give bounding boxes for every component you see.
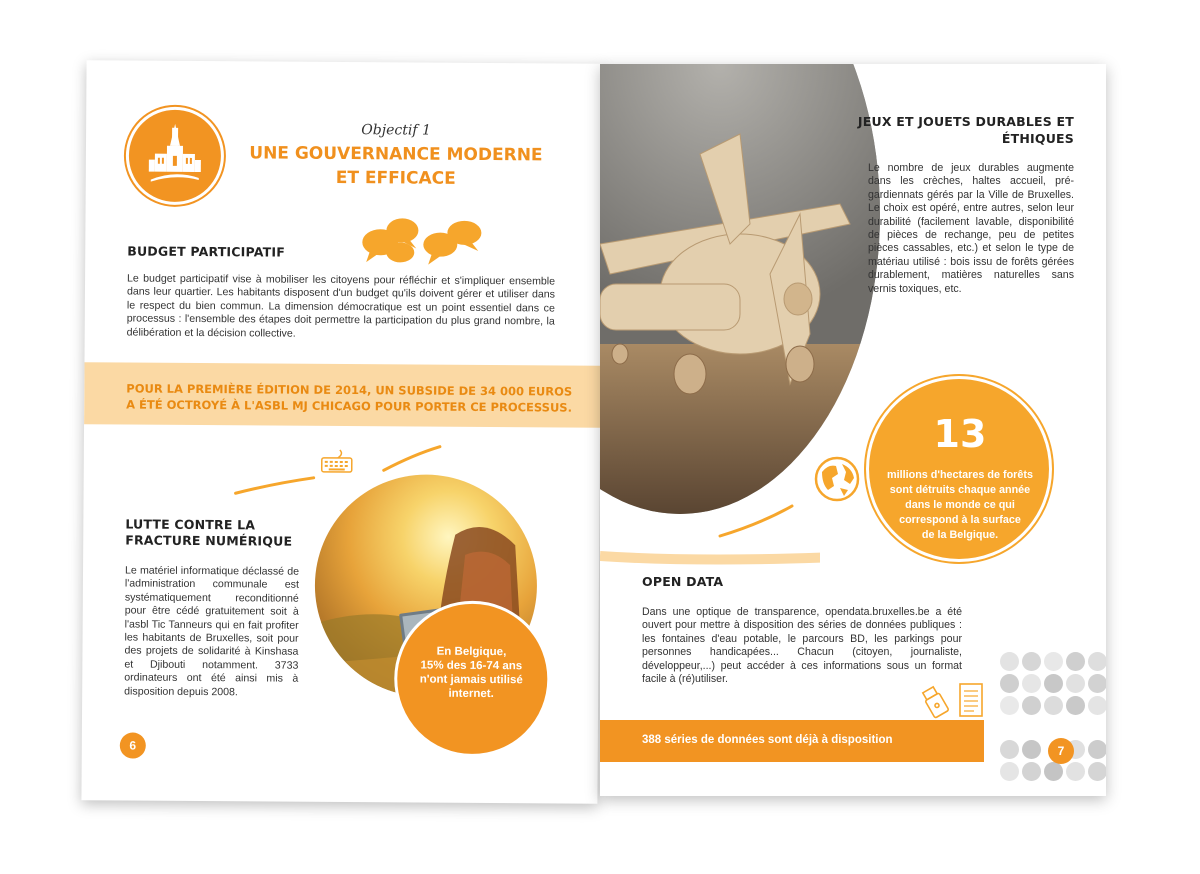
forest-stat-text bbox=[874, 468, 1046, 543]
church-icon bbox=[126, 106, 225, 205]
keyboard-icon bbox=[320, 448, 354, 479]
speech-bubbles-icon bbox=[360, 214, 490, 275]
stat-line4: internet. bbox=[448, 687, 494, 701]
page-number-right: 7 bbox=[1048, 738, 1074, 764]
document-icon bbox=[958, 682, 984, 723]
toys-heading-line1: JEUX ET JOUETS DURABLES ET bbox=[857, 114, 1074, 129]
photo-wooden-airplane bbox=[600, 64, 880, 514]
internet-stat-text bbox=[396, 644, 546, 701]
forest-line2: sont détruits chaque année bbox=[889, 484, 1031, 496]
objective-label: Objectif 1 bbox=[361, 122, 431, 139]
opendata-banner-text: 388 séries de données sont déjà à disposition bbox=[642, 734, 893, 746]
forest-stat-number: 13 bbox=[933, 412, 987, 456]
forest-line3: dans le monde ce qui bbox=[905, 499, 1015, 511]
opendata-heading: OPEN DATA bbox=[642, 574, 724, 589]
usb-key-icon bbox=[918, 684, 952, 725]
decorative-swoosh-right bbox=[600, 484, 820, 574]
highlight-line2: A ÉTÉ OCTROYÉ À L'ASBL MJ CHICAGO POUR PORTER CE PROCESSUS. bbox=[126, 397, 573, 415]
page-title-line2: ET EFFICACE bbox=[335, 167, 456, 189]
fracture-heading-line1: LUTTE CONTRE LA bbox=[125, 516, 256, 533]
left-page bbox=[81, 60, 602, 804]
page-number-left: 6 bbox=[120, 732, 146, 758]
budget-heading: BUDGET PARTICIPATIF bbox=[127, 243, 286, 260]
stat-line1: En Belgique, bbox=[436, 645, 507, 659]
page-title-line1: UNE GOUVERNANCE MODERNE bbox=[249, 143, 543, 166]
toys-heading-line2: ÉTHIQUES bbox=[1001, 131, 1074, 146]
highlight-line1: POUR LA PREMIÈRE ÉDITION DE 2014, UN SUBSIDE DE 34 000 EUROS bbox=[126, 381, 573, 399]
stat-line3: n'ont jamais utilisé bbox=[419, 673, 523, 687]
dot-pattern bbox=[1000, 652, 1106, 792]
forest-line1: millions d'hectares de forêts bbox=[887, 469, 1033, 481]
stat-line2: 15% des 16-74 ans bbox=[420, 659, 523, 673]
forest-line4: correspond à la surface bbox=[899, 514, 1021, 526]
budget-text: Le budget participatif vise à mobiliser les citoyens pour réfléchir et s'impliquer ensemble dans leur quartier. Les habitants disposent d'un budget qu'ils doivent gérer et utiliser dans le respect du bien commun. La dimension démocratique est un point essentiel dans ce processus : l'ensemble des étapes doit permettre la participation du plus grand nombre, la délibération et la décision collective. bbox=[126, 272, 556, 340]
opendata-text: Dans une optique de transparence, opendata.bruxelles.be a été ouvert pour mettre à disposition des séries de données publiques : les fontaines d'eau potable, le parcours BD, les parkings pour personnes handicapées... Chacun (citoyen, journaliste, développeur,...) peut accéder à ces informations sous un format facile à (ré)utiliser. bbox=[642, 606, 962, 686]
fracture-heading-line2: FRACTURE NUMÉRIQUE bbox=[125, 532, 293, 549]
forest-line5: de la Belgique. bbox=[921, 529, 999, 541]
toys-text: Le nombre de jeux durables augmente dans les crèches, haltes accueil, pré-gardiennats gérés par la Ville de Bruxelles. Le choix est opéré, entre autres, selon leur durabilité (facilement lavable, disponibilité de pièces de rechange, peu de petites pièces cassables, etc.) et selon le type de matériau utilisé : bois issu de forêts gérées durablement, matières naturelles sans vernis toxiques, etc. bbox=[868, 162, 1074, 295]
right-page bbox=[600, 64, 1106, 796]
fracture-text: Le matériel informatique déclassé de l'administration communale est systématiquement reconditionné pour être cédé gratuitement soit à l'asbl Tic Tanneurs qui en fait profiter les habitants de Bruxelles, soit pour des projets de solidarité à Kinshasa et Djibouti notamment. 3733 ordinateurs ont été ainsi mis à disposition depuis 2008. bbox=[124, 564, 300, 698]
